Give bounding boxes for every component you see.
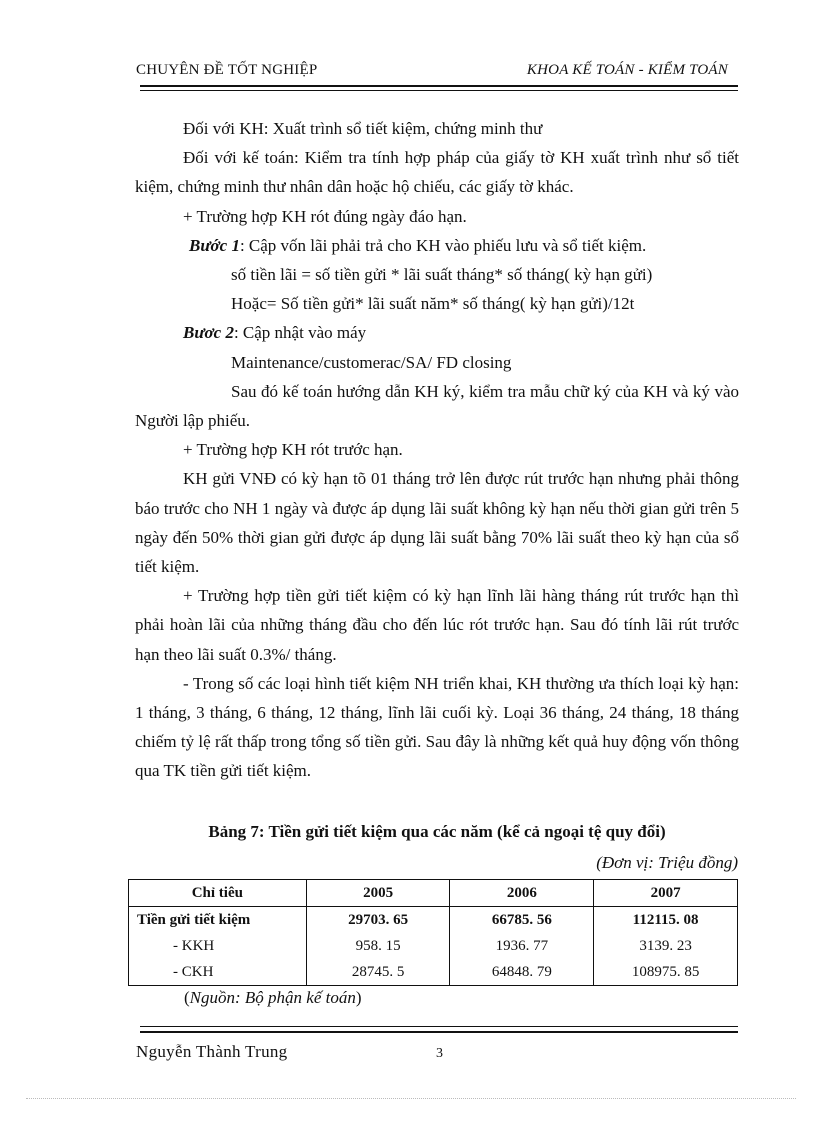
page-number: 3	[436, 1046, 443, 1061]
paragraph-step-1	[135, 231, 739, 260]
paragraph-term-preference: - Trong số các loại hình tiết kiệm NH triển khai, KH thường ưa thích loại kỳ hạn: 1 tháng, 3 tháng, 6 tháng, 12 tháng, lĩnh lãi cuối kỳ. Loại 36 tháng, 24 tháng, 18 tháng chiếm tỷ lệ rất thấp trong tổng số tiền gửi. Sau đây là những kết quả huy động vốn thông qua TK tiền gửi tiết kiệm.	[135, 673, 739, 781]
paragraph-on-time-case: + Trường hợp KH rót đúng ngày đáo hạn.	[183, 206, 467, 226]
cell-value: 112115. 08	[594, 907, 738, 934]
paragraph-signature: Sau đó kế toán hướng dẫn KH ký, kiểm tra mẫu chữ ký của KH và ký vào Người lập phiếu.	[135, 381, 739, 431]
header-2006: 2006	[450, 880, 594, 907]
source-open-paren: (	[184, 988, 190, 1007]
page-edge-dotted-line	[26, 1098, 796, 1099]
cell-value: 108975. 85	[594, 959, 738, 986]
step-2-text: : Cập nhật vào máy	[233, 323, 367, 343]
formula-interest-monthly: số tiền lãi = số tiền gửi * lãi suất tháng* số tháng( kỳ hạn gửi)	[231, 265, 653, 285]
header-title-left: CHUYÊN ĐỀ TỐT NGHIỆP	[136, 62, 318, 78]
system-path: Maintenance/customerac/SA/ FD closing	[231, 352, 512, 372]
author-name: Nguyễn Thành Trung	[136, 1042, 288, 1061]
table-row	[129, 907, 738, 934]
source-text: Nguồn: Bộ phận kế toán	[189, 988, 356, 1007]
table-unit: (Đơn vị: Triệu đồng)	[596, 853, 738, 872]
row-label: - KKH	[129, 933, 307, 959]
savings-table	[128, 879, 738, 986]
footer-rule-thin	[140, 1026, 738, 1027]
document-body	[135, 114, 739, 786]
table-row	[129, 933, 738, 959]
paragraph-early-withdrawal: KH gửi VNĐ có kỳ hạn tõ 01 tháng trở lên được rút trước hạn nhưng phải thông báo trước cho NH 1 ngày và được áp dụng lãi suất không kỳ hạn nếu thời gian gửi trên 5 ngày đến 50% thời gian gửi được áp dụng lãi suất bằng 70% lãi suất theo kỳ hạn của sổ tiết kiệm.	[135, 469, 739, 577]
header-title-right: KHOA KẾ TOÁN - KIỂM TOÁN	[526, 62, 728, 78]
step-1-label: Bước 1	[189, 235, 240, 255]
header-indicator: Chỉ tiêu	[129, 880, 307, 907]
table-source	[184, 988, 362, 1008]
header-rule	[140, 85, 738, 87]
cell-value: 3139. 23	[594, 933, 738, 959]
paragraph-accountant: Đối với kế toán: Kiểm tra tính hợp pháp của giấy tờ KH xuất trình như sổ tiết kiệm, chứng minh thư nhân dân hoặc hộ chiếu, các giấy tờ khác.	[135, 148, 739, 197]
header-2005: 2005	[306, 880, 450, 907]
table-caption: Bảng 7: Tiền gửi tiết kiệm qua các năm (kể cả ngoại tệ quy đổi)	[208, 822, 666, 841]
source-close-paren: )	[355, 988, 362, 1007]
header-rule-thin	[140, 90, 738, 91]
footer-rule	[140, 1031, 738, 1033]
cell-value: 958. 15	[306, 933, 450, 959]
cell-value: 64848. 79	[450, 959, 594, 986]
row-label: Tiền gửi tiết kiệm	[129, 907, 307, 934]
paragraph-monthly-interest: + Trường hợp tiền gửi tiết kiệm có kỳ hạn lĩnh lãi hàng tháng rút trước hạn thì phải hoàn lãi của những tháng đầu cho đến lúc rót trước hạn. Sau đó tính lãi rút trước hạn theo lãi suất 0.3%/ tháng.	[135, 586, 739, 664]
table-row	[129, 959, 738, 986]
header-2007: 2007	[594, 880, 738, 907]
paragraph-early-case: + Trường hợp KH rót trước hạn.	[183, 440, 403, 460]
cell-value: 66785. 56	[450, 907, 594, 934]
paragraph-step-2	[135, 318, 739, 347]
cell-value: 29703. 65	[306, 907, 450, 934]
row-label: - CKH	[129, 959, 307, 986]
cell-value: 28745. 5	[306, 959, 450, 986]
cell-value: 1936. 77	[450, 933, 594, 959]
step-2-label: Bươc 2	[183, 323, 234, 343]
step-1-text: : Cập vốn lãi phải trả cho KH vào phiếu lưu và sổ tiết kiệm.	[239, 235, 647, 255]
table-header-row	[129, 880, 738, 907]
formula-interest-yearly: Hoặc= Số tiền gửi* lãi suất năm* số tháng( kỳ hạn gửi)/12t	[231, 294, 635, 314]
paragraph-customer: Đối với KH: Xuất trình sổ tiết kiệm, chứng minh thư	[183, 119, 543, 138]
